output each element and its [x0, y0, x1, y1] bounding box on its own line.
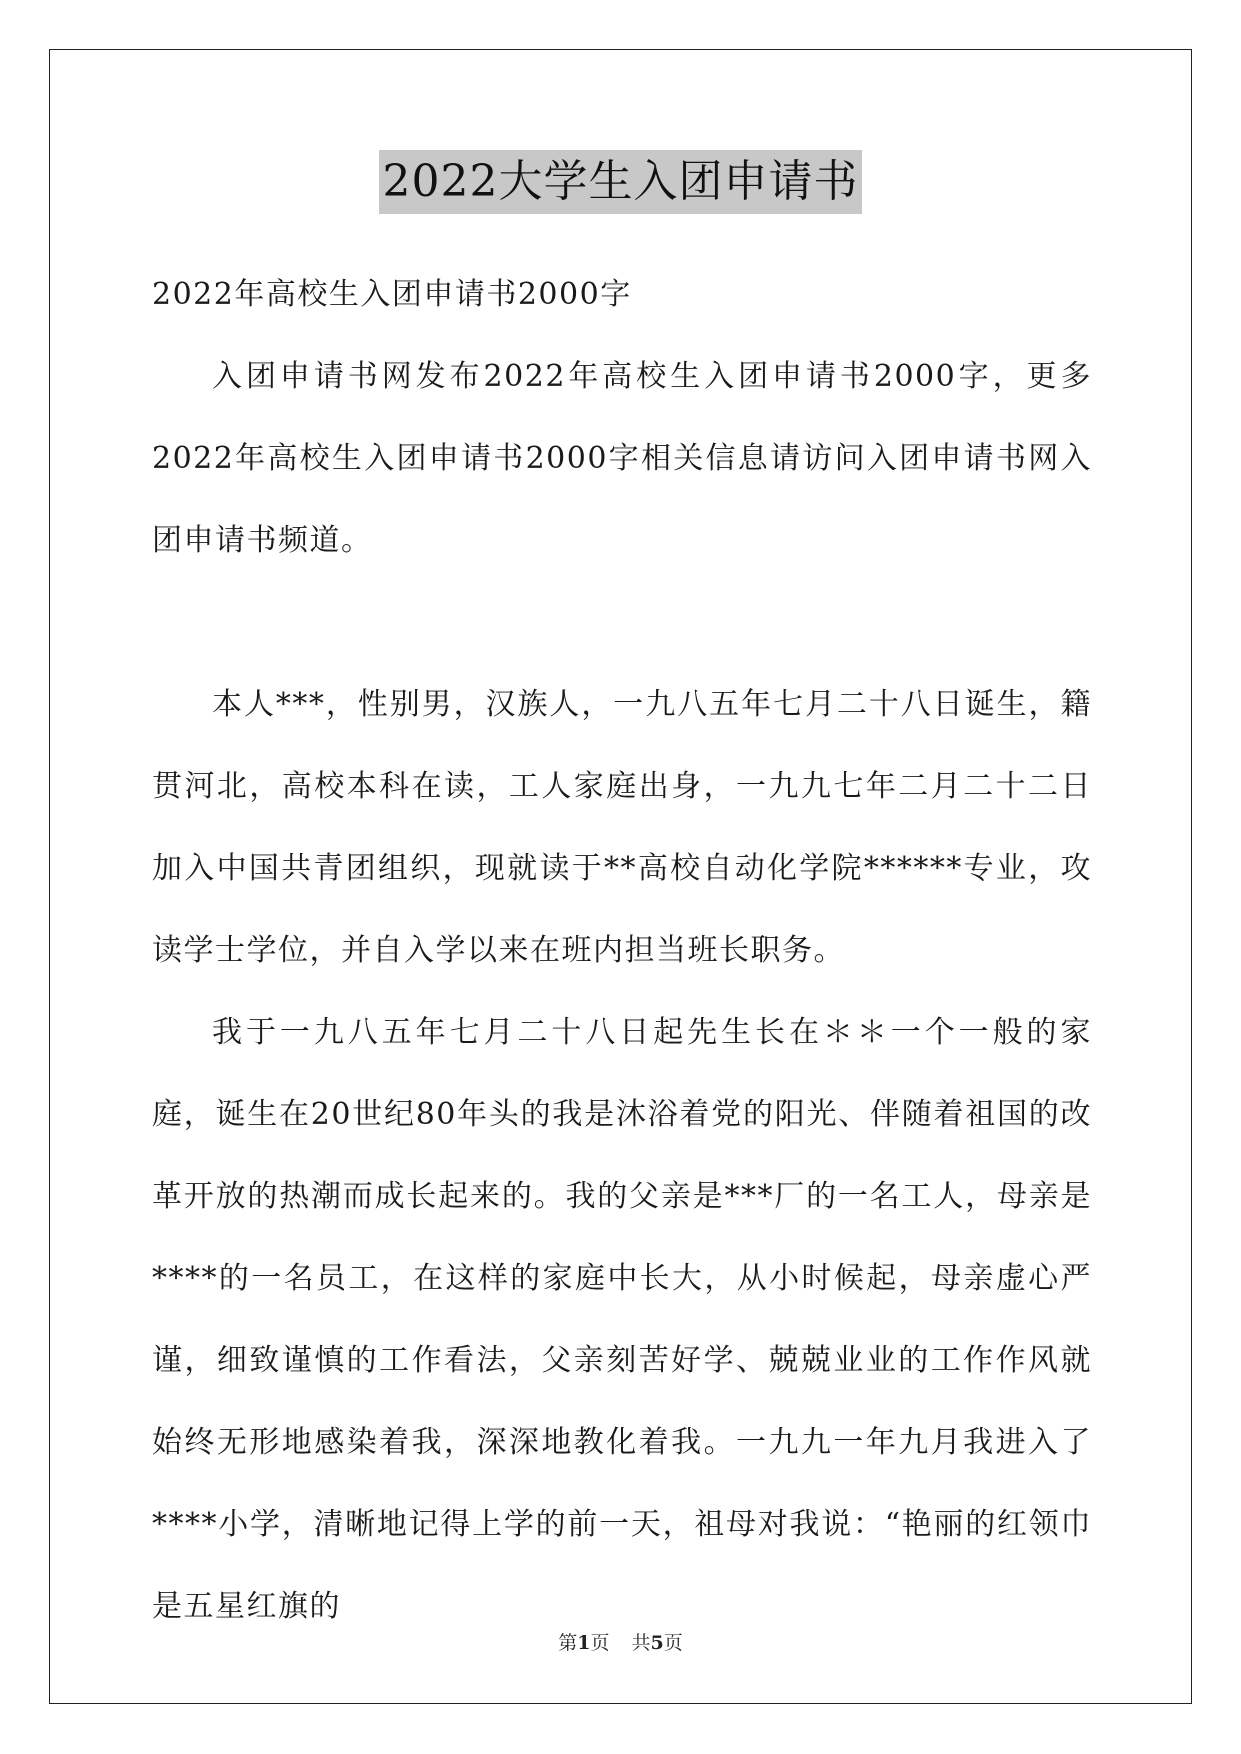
blank-line	[152, 582, 1092, 664]
document-subtitle: 2022年高校生入团申请书2000字	[152, 277, 632, 312]
total-prefix: 共	[631, 1632, 651, 1654]
page-prefix: 第	[558, 1632, 578, 1654]
page-current: 1	[577, 1632, 591, 1654]
paragraph-intro: 入团申请书网发布2022年高校生入团申请书2000字，更多2022年高校生入团申请书2000字相关信息请访问入团申请书网入团申请书频道。	[152, 359, 1092, 558]
paragraph-background: 我于一九八五年七月二十八日起先生长在＊＊一个一般的家庭，诞生在20世纪80年头的我是沐浴着党的阳光、伴随着祖国的改革开放的热潮而成长起来的。我的父亲是***厂的一名工人，母亲是****的一名员工，在这样的家庭中长大，从小时候起，母亲虚心严谨，细致谨慎的工作看法，父亲刻苦好学、兢兢业业的工作作风就始终无形地感染着我，深深地教化着我。一九九一年九月我进入了****小学，清晰地记得上学的前一天，祖母对我说：“艳丽的红领巾是五星红旗的	[152, 1015, 1092, 1624]
paragraph-self-intro: 本人***，性别男，汉族人，一九八五年七月二十八日诞生，籍贯河北，高校本科在读，工人家庭出身，一九九七年二月二十二日加入中国共青团组织，现就读于**高校自动化学院******专业，攻读学士学位，并自入学以来在班内担当班长职务。	[152, 687, 1092, 968]
title-container	[0, 150, 1241, 214]
page-suffix: 页	[590, 1632, 610, 1654]
document-body	[152, 254, 1092, 1648]
page-footer	[0, 1628, 1241, 1655]
document-title: 2022大学生入团申请书	[379, 150, 863, 214]
total-suffix: 页	[663, 1632, 683, 1654]
page-total: 5	[650, 1632, 664, 1654]
